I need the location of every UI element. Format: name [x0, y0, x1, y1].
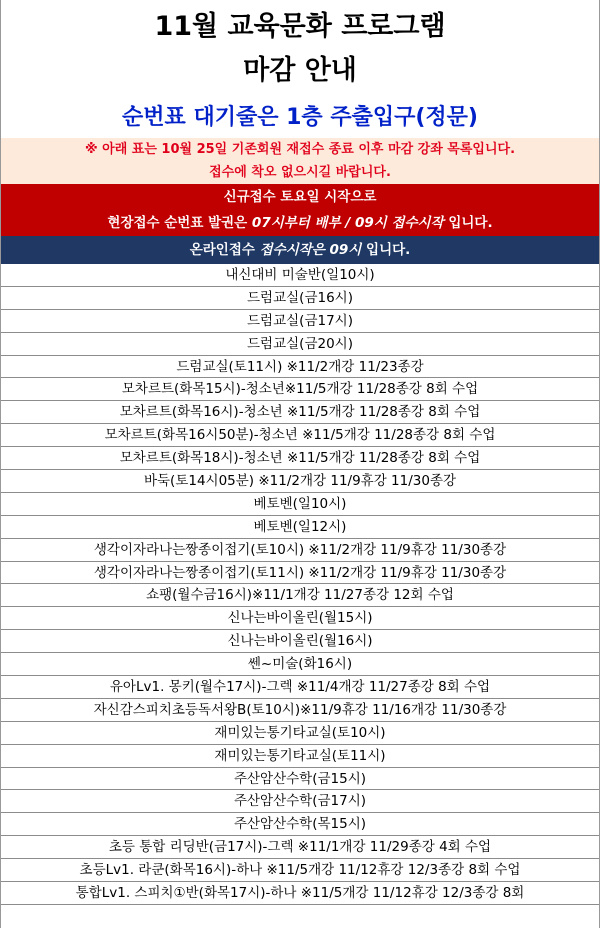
online-time-emphasis: 접수시작은 09시: [259, 242, 362, 258]
course-row: 신나는바이올린(월15시): [1, 607, 599, 630]
course-row: 생각이자라나는짱종이접기(토10시) ※11/2개강 11/9휴강 11/30종강: [1, 539, 599, 562]
notice-box: [1, 138, 599, 184]
page-title-line2: 마감 안내: [243, 55, 357, 86]
course-row: 초등 통합 리딩반(금17시)-그렉 ※11/1개강 11/29종강 4회 수업: [1, 836, 599, 859]
notice-line1: ※ 아래 표는 10월 25일 기존회원 재접수 종료 이후 마감 강좌 목록입니다.: [84, 142, 516, 157]
course-row: 바둑(토14시05분) ※11/2개강 11/9휴강 11/30종강: [1, 470, 599, 493]
online-suffix: 입니다.: [361, 242, 411, 258]
course-row: 주산암산수학(목15시): [1, 813, 599, 836]
course-row: 모차르트(화목15시)-청소년※11/5개강 11/28종강 8회 수업: [1, 378, 599, 401]
course-row: 재미있는통기타교실(토10시): [1, 722, 599, 745]
onsite-line2: [1, 210, 599, 236]
course-row: 자신감스피치초등독서왕B(토10시)※11/9휴강 11/16개강 11/30종강: [1, 699, 599, 722]
course-row: 쎈~미술(화16시): [1, 653, 599, 676]
onsite-line1: 신규접수 토요일 시작으로: [223, 189, 377, 205]
header: [1, 0, 599, 138]
course-row: 주산암산수학(금15시): [1, 768, 599, 791]
page-title: 11월 교육문화 프로그램: [154, 11, 446, 42]
course-row: 주산암산수학(금17시): [1, 790, 599, 813]
course-row: 모차르트(화목16시)-청소년 ※11/5개강 11/28종강 8회 수업: [1, 401, 599, 424]
course-row: 베토벤(일10시): [1, 493, 599, 516]
course-row: 모차르트(화목18시)-청소년 ※11/5개강 11/28종강 8회 수업: [1, 447, 599, 470]
online-registration-banner: [1, 236, 599, 264]
course-row: 신나는바이올린(월16시): [1, 630, 599, 653]
course-row: 내신대비 미술반(일10시): [1, 264, 599, 287]
onsite-time-emphasis: 07시부터 배부 / 09시 접수시작: [251, 215, 444, 231]
closed-course-list: [1, 264, 599, 905]
course-row: 쇼팽(월수금16시)※11/1개강 11/27종강 12회 수업: [1, 584, 599, 607]
course-row: 생각이자라나는짱종이접기(토11시) ※11/2개강 11/9휴강 11/30종강: [1, 562, 599, 585]
online-prefix: 온라인접수: [189, 242, 260, 258]
course-row: 통합Lv1. 스피치①반(화목17시)-하나 ※11/5개강 11/12휴강 12/3종강 8회: [1, 882, 599, 905]
course-row: 재미있는통기타교실(토11시): [1, 745, 599, 768]
course-row: 베토벤(일12시): [1, 516, 599, 539]
course-row: 유아Lv1. 몽키(월수17시)-그렉 ※11/4개강 11/27종강 8회 수업: [1, 676, 599, 699]
course-row: 모차르트(화목16시50분)-청소년 ※11/5개강 11/28종강 8회 수업: [1, 424, 599, 447]
course-row: 드럼교실(금20시): [1, 333, 599, 356]
notice-line2: 접수에 착오 없으시길 바랍니다.: [209, 165, 391, 180]
onsite-registration-banner: [1, 184, 599, 236]
onsite-line2-suffix: 입니다.: [443, 215, 493, 231]
course-row: 초등Lv1. 라쿤(화목16시)-하나 ※11/5개강 11/12휴강 12/3종강 8회 수업: [1, 859, 599, 882]
onsite-line2-prefix: 현장접수 순번표 발권은: [107, 215, 252, 231]
queue-location-subtitle: 순번표 대기줄은 1층 주출입구(정문): [122, 105, 478, 130]
course-row: 드럼교실(금16시): [1, 287, 599, 310]
course-row: 드럼교실(토11시) ※11/2개강 11/23종강: [1, 356, 599, 379]
course-row: 드럼교실(금17시): [1, 310, 599, 333]
